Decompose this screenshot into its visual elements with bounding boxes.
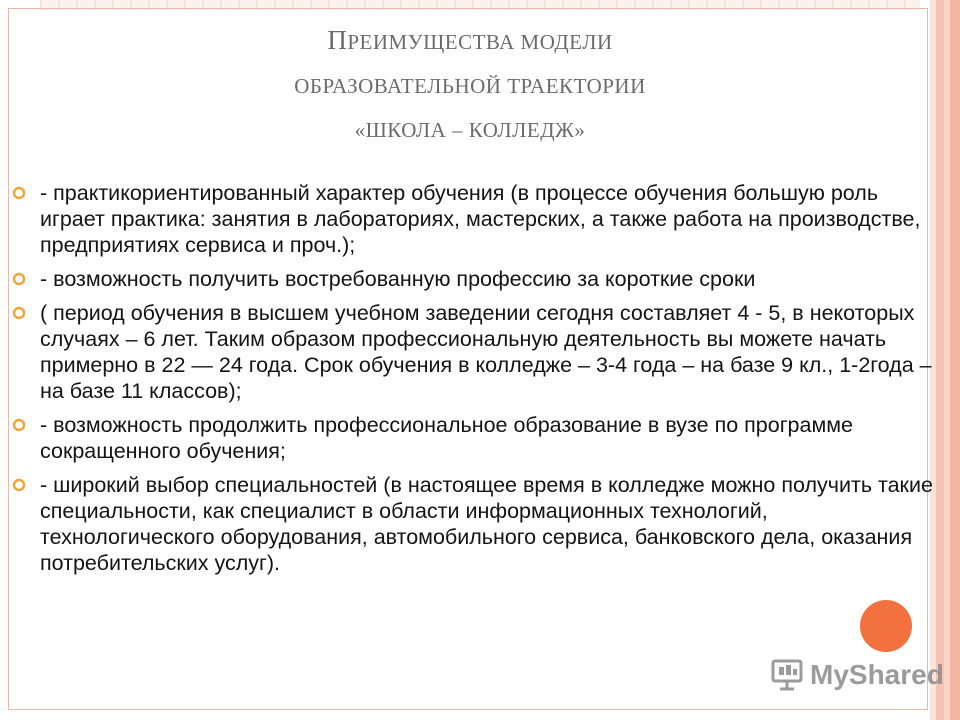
title-line-1: ПРЕИМУЩЕСТВА МОДЕЛИ: [327, 25, 613, 55]
list-item: [12, 266, 942, 292]
bullet-icon: [12, 272, 26, 286]
title-line-2: ОБРАЗОВАТЕЛЬНОЙ ТРАЕКТОРИИ: [294, 74, 646, 98]
list-item-text: - возможность продолжить профессиональное образование в вузе по программе сокращенного обучения;: [40, 413, 853, 463]
list-item: [12, 300, 942, 404]
bullet-icon: [12, 306, 26, 320]
presentation-logo-icon: [770, 658, 804, 692]
watermark-text: MyShared: [810, 659, 944, 690]
watermark: [770, 658, 944, 692]
list-item-text: - практикориентированный характер обучения (в процессе обучения большую роль играет практика: занятия в лабораториях, мастерских, а также работа на производстве, предприятиях сервиса и проч.);: [40, 181, 921, 257]
title-line-3: «ШКОЛА – КОЛЛЕДЖ»: [354, 118, 586, 142]
list-item-text: ( период обучения в высшем учебном заведении сегодня составляет 4 - 5, в некоторых случаях – 6 лет. Таким образом профессиональную деятельность вы можете начать примерно в 22 — 24 года. Срок обучения в колледже – 3-4 года – на базе 9 кл., 1-2года – на базе 11 классов);: [40, 301, 932, 403]
slide-title: [190, 18, 750, 152]
bullet-icon: [12, 418, 26, 432]
list-item-text: - возможность получить востребованную профессию за короткие сроки: [40, 267, 756, 291]
list-item: [12, 180, 942, 258]
bullet-icon: [12, 186, 26, 200]
decorative-circle: [860, 600, 912, 652]
list-item: [12, 472, 942, 576]
bullet-list: [12, 180, 942, 584]
bullet-icon: [12, 478, 26, 492]
stripe: [950, 0, 960, 720]
list-item: [12, 412, 942, 464]
list-item-text: - широкий выбор специальностей (в настоящее время в колледже можно получить такие специальности, как специалист в области информационных технологий, технологического оборудования, автомобильного сервиса, банковского дела, оказания потребительских услуг).: [40, 473, 933, 575]
